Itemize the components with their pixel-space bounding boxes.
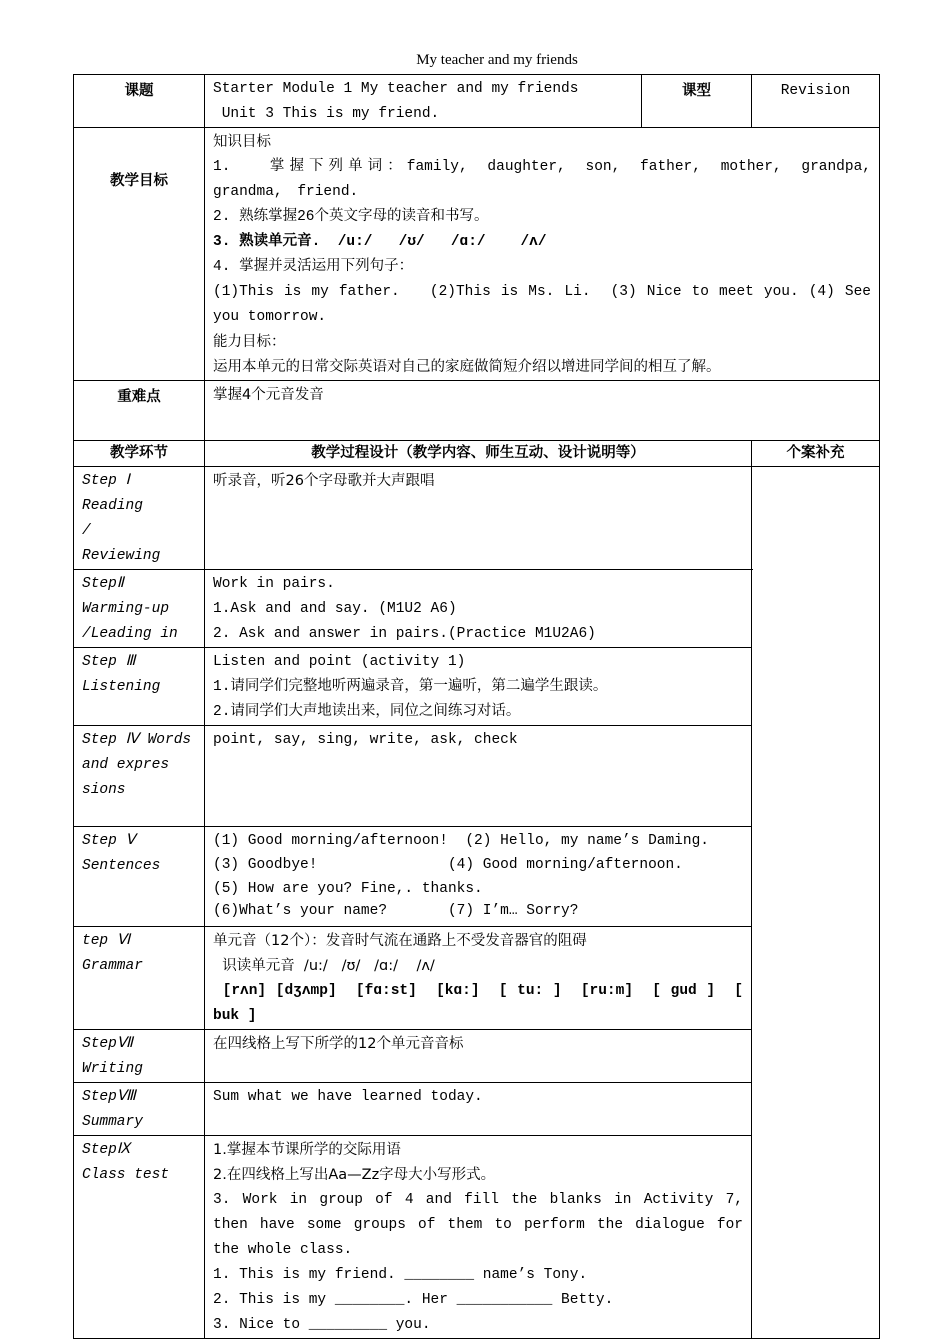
step-content-line: 单元音（12个）：发音时气流在通路上不受发音器官的阻碍: [213, 933, 587, 949]
step-title-line: Grammar: [82, 958, 143, 974]
step-title-line: tep Ⅵ: [82, 933, 131, 949]
step-content-line: 2. This is my ________. Her ___________ Betty.: [213, 1292, 614, 1308]
step-title-line: Reading /: [82, 498, 213, 539]
step-title-line: Class test: [82, 1167, 170, 1183]
step-title-line: StepⅨ: [82, 1142, 131, 1158]
step-title: [74, 1083, 205, 1136]
step-title-line: Step Ⅳ Words: [82, 732, 192, 748]
topic-label: 课题: [74, 75, 205, 128]
topic-line-2: Unit 3 This is my friend.: [213, 106, 440, 122]
lesson-plan-table: [73, 74, 886, 1339]
design-column-header: 教学过程设计（教学内容、师生互动、设计说明等）: [205, 441, 752, 467]
step-content-line: 1.掌握本节课所学的交际用语: [213, 1142, 401, 1158]
step-content-line: 识读单元音 /u:/ /ʊ/ /ɑ:/ /ʌ/: [213, 958, 435, 974]
objective-line: 知识目标: [213, 134, 271, 150]
objective-line: (1)This is my father. (2)This is Ms. Li. (3) Nice to meet you. (4) See you tomorrow.: [213, 284, 880, 325]
step-content-line: 1. This is my friend. ________ name’s Tony.: [213, 1267, 588, 1283]
step-title-line: StepⅧ: [82, 1089, 136, 1105]
objectives-row: [74, 128, 880, 381]
step-content: [205, 726, 752, 827]
step-content-line: (3) Goodbye! (4) Good morning/afternoon.: [213, 857, 683, 873]
step-title-line: /Leading in: [82, 626, 178, 642]
objectives-label: 教学目标: [74, 128, 205, 381]
step-content-line: 2. Ask and answer in pairs.(Practice M1U2A6): [213, 626, 596, 642]
step-title-line: StepⅡ: [82, 576, 124, 592]
step-content-line: 3. Nice to _________ you.: [213, 1317, 431, 1333]
step-title: [74, 1136, 205, 1339]
stage-column-header: 教学环节: [74, 441, 205, 467]
step-title-line: Step Ⅲ: [82, 654, 136, 670]
step-title-line: sions: [82, 782, 126, 798]
objective-line: 1. 掌握下列单词：family, daughter, son, father, mother, grandpa, grandma, friend.: [213, 159, 886, 200]
step-title-line: Warming-up: [82, 601, 170, 617]
key-points-label: 重难点: [74, 381, 205, 441]
step-content-line: (5) How are you? Fine,. thanks.: [213, 881, 483, 897]
notes-column: [752, 467, 880, 1339]
step-content-line: (1) Good morning/afternoon! (2) Hello, my name’s Daming.: [213, 833, 709, 849]
step-content: [205, 570, 752, 648]
step-content-line: 2.在四线格上写出Aa—Zz字母大小写形式。: [213, 1167, 496, 1183]
step-content: [205, 1136, 752, 1339]
header-row: [74, 75, 880, 128]
step-title-line: Reviewing: [82, 548, 161, 564]
objective-line: 4. 掌握并灵活运用下列句子：: [213, 259, 414, 275]
lesson-type-label: 课型: [642, 75, 752, 128]
document-title: My teacher and my friends: [416, 52, 578, 68]
key-points-content: 掌握4个元音发音: [205, 381, 880, 441]
step-content: [205, 1083, 752, 1136]
step-title-line: StepⅦ: [82, 1036, 134, 1052]
lesson-type-value: Revision: [752, 75, 880, 128]
step-title-line: Sentences: [82, 858, 161, 874]
step-content-line: 1.Ask and and say. (M1U2 A6): [213, 601, 457, 617]
column-header-row: [74, 441, 880, 467]
step-title-line: Step Ⅰ: [82, 473, 130, 489]
step-content: [205, 467, 752, 570]
step-content: [205, 1030, 752, 1083]
topic-cell: [205, 75, 642, 128]
step-content-line: 听录音，听26个字母歌并大声跟唱: [213, 473, 435, 489]
objective-line: 2. 熟练掌握26个英文字母的读音和书写。: [213, 209, 489, 225]
objective-line: 运用本单元的日常交际英语对自己的家庭做简短介绍以增进同学间的相互了解。: [213, 359, 721, 375]
step-content-line: 1.请同学们完整地听两遍录音，第一遍听，第二遍学生跟读。: [213, 679, 608, 695]
step-content-line: 在四线格上写下所学的12个单元音音标: [213, 1036, 464, 1052]
step-title: [74, 726, 205, 827]
step-content-line: 3. Work in group of 4 and fill the blanks in Activity 7, then have some groups of them to perform the dialogue for the whole class.: [213, 1192, 752, 1258]
step-content-line: (6)What’s your name? (7) I’m… Sorry?: [213, 903, 579, 919]
step-title-line: Summary: [82, 1114, 143, 1130]
step-title-line: Writing: [82, 1061, 143, 1077]
notes-column-header: 个案补充: [752, 441, 880, 467]
step-content: [205, 927, 752, 1030]
key-points-row: [74, 381, 880, 441]
step-title: [74, 1030, 205, 1083]
objective-line: 能力目标：: [213, 334, 286, 350]
objective-line: 3. 熟读单元音. /u:/ /ʊ/ /ɑ:/ /ʌ/: [213, 234, 547, 250]
step-content-line: [rʌn] [dʒʌmp] [fɑ:st] [kɑ:] [ tu: ] [ru:m] [ gud ] [ buk ]: [213, 983, 752, 1024]
step-content-line: Sum what we have learned today.: [213, 1089, 483, 1105]
step-title: [74, 467, 213, 570]
step-title-line: Step Ⅴ: [82, 833, 136, 849]
step-content-line: Work in pairs.: [213, 576, 335, 592]
step-row: [74, 467, 880, 570]
step-title: [74, 570, 205, 648]
step-content: [205, 827, 752, 927]
step-content: [205, 648, 752, 726]
step-content-line: point, say, sing, write, ask, check: [213, 732, 518, 748]
objectives-content: [205, 128, 886, 381]
step-content-line: 2.请同学们大声地读出来，同位之间练习对话。: [213, 704, 521, 720]
step-title: [74, 827, 205, 927]
step-content-line: Listen and point (activity 1): [213, 654, 466, 670]
step-title: [74, 927, 205, 1030]
step-title-line: and expres: [82, 757, 170, 773]
step-title-line: Listening: [82, 679, 161, 695]
topic-line-1: Starter Module 1 My teacher and my friends: [213, 81, 579, 97]
step-title: [74, 648, 205, 726]
